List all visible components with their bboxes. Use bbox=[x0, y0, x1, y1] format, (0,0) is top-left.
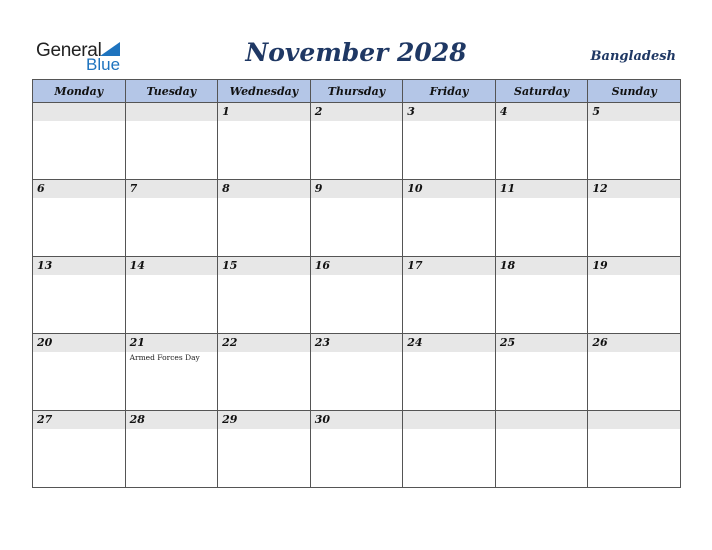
day-cell bbox=[310, 411, 403, 488]
day-cell bbox=[33, 103, 126, 180]
day-number: 13 bbox=[37, 259, 53, 272]
day-header-band bbox=[311, 180, 403, 198]
day-header-band bbox=[218, 334, 310, 352]
day-header-band bbox=[126, 103, 218, 121]
day-header-band bbox=[403, 180, 495, 198]
day-header-band bbox=[218, 103, 310, 121]
calendar-grid bbox=[32, 79, 681, 488]
weekday-header: Wednesday bbox=[218, 80, 311, 103]
calendar-title: November 2028 bbox=[245, 38, 467, 67]
calendar-body bbox=[33, 103, 681, 488]
day-number: 19 bbox=[592, 259, 608, 272]
week-row bbox=[33, 257, 681, 334]
day-header-band bbox=[218, 411, 310, 429]
day-cell bbox=[495, 411, 588, 488]
day-number: 6 bbox=[37, 182, 45, 195]
day-cell bbox=[588, 180, 681, 257]
weekday-header: Sunday bbox=[588, 80, 681, 103]
day-cell bbox=[125, 180, 218, 257]
day-header-band bbox=[588, 334, 680, 352]
week-row bbox=[33, 103, 681, 180]
day-cell bbox=[495, 257, 588, 334]
day-header-band bbox=[403, 411, 495, 429]
day-header-band bbox=[588, 180, 680, 198]
day-cell bbox=[218, 257, 311, 334]
day-number: 30 bbox=[314, 413, 330, 426]
day-number: 27 bbox=[37, 413, 53, 426]
day-cell bbox=[218, 103, 311, 180]
day-header-band bbox=[311, 334, 403, 352]
day-cell bbox=[588, 334, 681, 411]
weekday-header-row bbox=[33, 80, 681, 103]
day-header-band bbox=[403, 334, 495, 352]
day-cell bbox=[33, 334, 126, 411]
day-header-band bbox=[496, 180, 588, 198]
day-cell bbox=[125, 257, 218, 334]
day-number: 11 bbox=[499, 182, 516, 195]
day-cell bbox=[495, 103, 588, 180]
day-cell bbox=[588, 257, 681, 334]
day-header-band bbox=[218, 180, 310, 198]
day-header-band bbox=[496, 334, 588, 352]
day-cell bbox=[125, 334, 218, 411]
day-number: 1 bbox=[222, 105, 230, 118]
week-row bbox=[33, 180, 681, 257]
day-header-band bbox=[496, 411, 588, 429]
day-cell bbox=[310, 334, 403, 411]
day-cell bbox=[403, 103, 496, 180]
day-number: 8 bbox=[222, 182, 230, 195]
day-header-band bbox=[588, 411, 680, 429]
day-header-band bbox=[496, 103, 588, 121]
day-number: 20 bbox=[37, 336, 53, 349]
day-header-band bbox=[33, 180, 125, 198]
day-number: 12 bbox=[592, 182, 608, 195]
week-row bbox=[33, 334, 681, 411]
weekday-header: Thursday bbox=[310, 80, 403, 103]
day-cell bbox=[33, 180, 126, 257]
day-cell bbox=[33, 257, 126, 334]
day-number: 10 bbox=[407, 182, 423, 195]
day-cell bbox=[218, 411, 311, 488]
day-cell bbox=[588, 103, 681, 180]
week-row bbox=[33, 411, 681, 488]
logo-blue-text: Blue bbox=[86, 55, 121, 74]
day-cell bbox=[310, 103, 403, 180]
day-cell bbox=[403, 180, 496, 257]
day-header-band bbox=[218, 257, 310, 275]
day-number: 7 bbox=[129, 182, 138, 195]
day-number: 29 bbox=[222, 413, 238, 426]
day-number: 24 bbox=[407, 336, 423, 349]
day-header-band bbox=[126, 334, 218, 352]
day-cell bbox=[125, 103, 218, 180]
day-number: 15 bbox=[222, 259, 238, 272]
day-header-band bbox=[126, 411, 218, 429]
day-header-band bbox=[588, 103, 680, 121]
day-cell bbox=[403, 411, 496, 488]
day-header-band bbox=[496, 257, 588, 275]
day-number: 22 bbox=[222, 336, 238, 349]
day-header-band bbox=[311, 411, 403, 429]
day-cell bbox=[495, 334, 588, 411]
day-cell bbox=[310, 180, 403, 257]
day-number: 2 bbox=[314, 105, 323, 118]
day-number: 23 bbox=[314, 336, 330, 349]
day-cell bbox=[495, 180, 588, 257]
day-number: 14 bbox=[129, 259, 145, 272]
day-cell bbox=[218, 334, 311, 411]
weekday-header: Tuesday bbox=[125, 80, 218, 103]
weekday-header: Friday bbox=[403, 80, 496, 103]
day-number: 28 bbox=[129, 413, 145, 426]
day-cell bbox=[403, 334, 496, 411]
day-cell bbox=[588, 411, 681, 488]
day-header-band bbox=[311, 257, 403, 275]
weekday-header: Monday bbox=[33, 80, 126, 103]
day-header-band bbox=[403, 257, 495, 275]
day-number: 18 bbox=[499, 259, 516, 272]
logo-general-text: General bbox=[36, 40, 102, 61]
day-number: 21 bbox=[129, 336, 145, 349]
day-header-band bbox=[33, 411, 125, 429]
day-header-band bbox=[33, 257, 125, 275]
day-header-band bbox=[588, 257, 680, 275]
country-label: Bangladesh bbox=[590, 49, 676, 64]
day-number: 17 bbox=[407, 259, 423, 272]
day-number: 25 bbox=[499, 336, 516, 349]
day-number: 16 bbox=[314, 259, 330, 272]
day-cell bbox=[403, 257, 496, 334]
day-number: 5 bbox=[592, 105, 601, 118]
day-cell bbox=[125, 411, 218, 488]
day-cell bbox=[218, 180, 311, 257]
day-number: 9 bbox=[314, 182, 323, 195]
day-header-band bbox=[311, 103, 403, 121]
day-header-band bbox=[33, 334, 125, 352]
day-cell bbox=[310, 257, 403, 334]
day-number: 4 bbox=[499, 105, 508, 118]
day-number: 26 bbox=[592, 336, 608, 349]
day-header-band bbox=[403, 103, 495, 121]
day-cell bbox=[33, 411, 126, 488]
day-number: 3 bbox=[407, 105, 415, 118]
weekday-header: Saturday bbox=[495, 80, 588, 103]
day-header-band bbox=[33, 103, 125, 121]
day-header-band bbox=[126, 180, 218, 198]
holiday-event: Armed Forces Day bbox=[129, 353, 200, 362]
day-header-band bbox=[126, 257, 218, 275]
